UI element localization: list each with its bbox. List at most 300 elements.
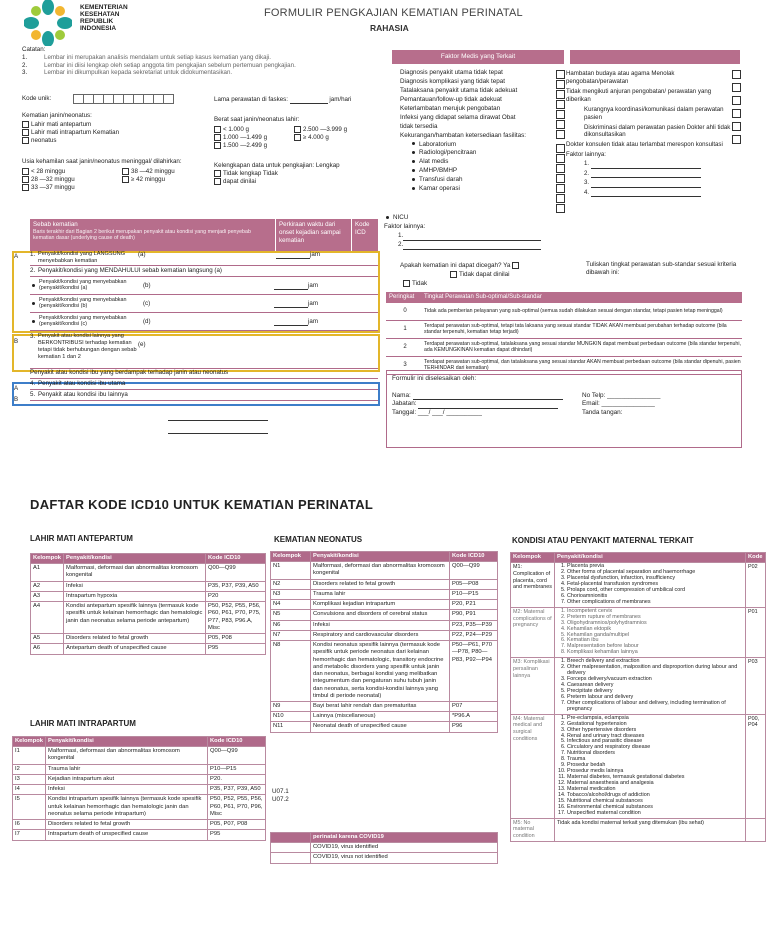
ibu-header: Penyakit atau kondisi ibu yang berdampak terhadap janin atau neonatus xyxy=(30,369,378,379)
cell: P95 xyxy=(206,644,266,654)
neonatus-table xyxy=(270,551,498,733)
table-header: Kelompok xyxy=(511,553,555,563)
peringkat-head-desc: Tingkat Perawatan Sub-optimal/Sub-standar xyxy=(424,293,542,300)
kekurangan-label: Kekurangan/hambatan ketersediaan fasilitas: xyxy=(400,131,527,139)
table-row xyxy=(271,712,498,722)
catatan-num: 2. xyxy=(22,61,28,69)
cell: P03 xyxy=(746,658,766,714)
cell: Malformasi, deformasi dan abnormalitas kromosom kongenital xyxy=(64,564,206,581)
table-row xyxy=(511,607,766,658)
cell: M3: Komplikasi persalinan lainnya xyxy=(511,658,555,714)
kelengkapan-checkbox[interactable] xyxy=(214,178,221,185)
faktor-nonmedis-header xyxy=(570,50,740,64)
facility-item: NICU xyxy=(393,214,409,221)
logo-emblem-icon xyxy=(24,0,72,46)
table-row xyxy=(13,764,266,774)
facility-item: Alat medis xyxy=(419,158,449,166)
cell: N6 xyxy=(271,620,311,630)
daftar-title: DAFTAR KODE ICD10 UNTUK KEMATIAN PERINATAL xyxy=(30,497,374,512)
usia-checkbox[interactable] xyxy=(122,176,129,183)
table-header: Kelompok xyxy=(31,554,64,564)
list-item: 6. Kematian ibu xyxy=(567,638,743,644)
kematian-label: Kematian janin/neonatus: xyxy=(22,112,92,119)
sebab-head-time: Perkiraan waktu dari onset kejadian sampai kematian xyxy=(276,219,352,251)
cell: N3 xyxy=(271,589,311,599)
table-row xyxy=(271,610,498,620)
table-row xyxy=(31,581,266,591)
cell: P20. xyxy=(208,774,266,784)
logo-line: REPUBLIK xyxy=(80,18,114,26)
cell: I6 xyxy=(13,820,46,830)
cell: N8 xyxy=(271,641,311,702)
cell: Disorders related to fetal growth xyxy=(64,634,206,644)
cell: P20 xyxy=(206,591,266,601)
faktor-checkbox[interactable] xyxy=(556,100,565,109)
list-item: 4. Renal and urinary tract diseases xyxy=(567,734,743,740)
cell: Infeksi xyxy=(311,620,450,630)
table-header: Kode ICD10 xyxy=(206,554,266,564)
berat-option: 1.000 —1.499 g xyxy=(223,133,268,141)
usia-checkbox[interactable] xyxy=(22,184,29,191)
antepartum-title: LAHIR MATI ANTEPARTUM xyxy=(30,534,133,543)
jabatan-input[interactable] xyxy=(418,403,558,409)
list-item: 7. Other complications of membranes xyxy=(567,600,743,606)
cell: N5 xyxy=(271,610,311,620)
list-item: 4. Fetal-placental transfusion syndromes xyxy=(567,582,743,588)
peringkat-desc: Terdapat perawatan sub-optimal, tetapi tata laksana yang sesuai standar TIDAK AKAN membuat perubahan terhadap outcome (bila standar terpenuhi, kematian tetap terjadi) xyxy=(424,323,727,335)
catatan-num: 3. xyxy=(22,69,28,77)
berat-option: 2.500 —3.999 g xyxy=(303,125,348,133)
faktor-checkbox[interactable] xyxy=(556,154,565,163)
cell: P23, P35—P39 xyxy=(450,620,498,630)
list-item: 8. Trauma xyxy=(567,757,743,763)
dicegah-tdn-checkbox[interactable] xyxy=(450,271,457,278)
dicegah-option: Tidak dapat dinilai xyxy=(459,271,510,279)
cell: Disorders related to fetal growth xyxy=(46,820,208,830)
list-item: 1. Pre-eclampsia, eclampsia xyxy=(567,716,743,722)
list-item: 8. Komplikasi kehamilan lainnya xyxy=(567,650,743,656)
cell: N7 xyxy=(271,630,311,640)
cell: N9 xyxy=(271,701,311,711)
catatan-num: 1. xyxy=(22,53,28,61)
lama-perawatan-label: Lama perawatan di faskes: xyxy=(214,96,288,103)
kematian-option: Lahir mati antepartum xyxy=(31,120,92,128)
nonmedis-checkbox[interactable] xyxy=(732,135,741,144)
cell: Neonatal death of unspecified cause xyxy=(311,722,450,732)
table-row xyxy=(31,602,266,634)
cell: Intrapartum hypoxia xyxy=(64,591,206,601)
list-item: 1. Breech delivery and extraction xyxy=(567,659,743,665)
table-header: Penyakit/kondisi xyxy=(64,554,206,564)
label-b: B xyxy=(14,396,19,403)
berat-label: Berat saat janin/neonatus lahir: xyxy=(214,116,300,123)
table-header: Kode ICD10 xyxy=(208,737,266,747)
intrapartum-table xyxy=(12,736,266,841)
cell: *P96.A xyxy=(450,712,498,722)
faktor-checkbox[interactable] xyxy=(556,184,565,193)
maternal-title: KONDISI ATAU PENYAKIT MATERNAL TERKAIT xyxy=(512,536,694,545)
nonmedis-item: Diskriminasi dalam perawatan pasien Dokter ahli tidak dikonsultasikan xyxy=(584,123,731,139)
signature-line[interactable] xyxy=(168,433,268,434)
facility-item: Radiologi/pencitraan xyxy=(419,149,477,157)
kematian-checkbox[interactable] xyxy=(22,121,29,128)
row2-text: Penyakit/kondisi yang MENDAHULUI sebab kematian langsung (a) xyxy=(38,267,222,275)
row-num: 5. xyxy=(30,391,36,399)
time-input[interactable] xyxy=(274,318,308,326)
list-item: 3. Placental dysfunction, infarction, insufficiency xyxy=(567,576,743,582)
berat-checkbox[interactable] xyxy=(294,134,301,141)
cell: P50, P52, P55, P56, P60, P61, P70, P75, P77, P83, P96.A, Misc xyxy=(206,602,266,634)
table-row xyxy=(271,562,498,579)
nonmedis-lainnya-input[interactable] xyxy=(591,182,701,188)
bullet-text: Penyakit/kondisi yang menyebabkan (penyakit/kondisi (a) xyxy=(39,279,127,291)
dicegah-ya-checkbox[interactable] xyxy=(512,262,519,269)
table-row xyxy=(511,714,766,818)
usia-option: < 28 minggu xyxy=(31,167,66,175)
formulir-nama-label: Nama: xyxy=(392,392,411,399)
bullet-text: Penyakit/kondisi yang menyebabkan (penyakit/kondisi (c) xyxy=(39,315,127,327)
cell: Q00—Q99 xyxy=(450,562,498,579)
list-item: 2. Preterm rupture of membranes xyxy=(567,615,743,621)
extra-code: U07.1 xyxy=(272,788,289,795)
table-row xyxy=(271,589,498,599)
table-header: Kelompok xyxy=(13,737,46,747)
catatan-label: Catatan: xyxy=(22,46,46,53)
usia-option: 33 —37 minggu xyxy=(31,183,75,191)
berat-checkbox[interactable] xyxy=(214,126,221,133)
table-row xyxy=(13,774,266,784)
intrapartum-title: LAHIR MATI INTRAPARTUM xyxy=(30,719,136,728)
peringkat-desc: Terdapat perawatan sub-optimal, tatalaksana yang sesuai standar MUNGKIN dapat membuat perbedaan outcome (bila standar terpenuhi, ada KEMUNGKINAN kematian dapat dihindari) xyxy=(424,341,741,353)
list-item: 5. Infectious and parasitic disease xyxy=(567,739,743,745)
list-item: 6. Circulatory and respiratory disease xyxy=(567,745,743,751)
formulir-telp: No Telp: _______________ xyxy=(582,392,661,399)
faktor-medis-header: Faktor Medis yang Terkait xyxy=(392,50,564,64)
table-row xyxy=(271,620,498,630)
jam-label: jam xyxy=(308,299,318,307)
formulir-jabatan-label: Jabatan: xyxy=(392,400,417,408)
table-row xyxy=(13,747,266,764)
cell xyxy=(271,843,311,853)
time-input[interactable] xyxy=(274,300,308,308)
cell: Kondisi antepartum spesifik lainnya (termasuk kode spesifik untuk kelainan hemorrhagic dan hematologic janin dan neonatus selama periode antepartum) xyxy=(64,602,206,634)
kelengkapan-checkbox[interactable] xyxy=(214,170,221,177)
nonmedis-lainnya-input[interactable] xyxy=(591,191,701,197)
peringkat-level: 1 xyxy=(403,325,407,332)
cell: Lainnya (miscellaneous) xyxy=(311,712,450,722)
list-item: 7. Malpresentation before labour xyxy=(567,644,743,650)
dicegah-option: Tidak xyxy=(412,280,428,288)
row3-text: Penyakit atau kondisi lainnya yang BERKONTRIBUSI terhadap kematian tetapi tidak berhubungan dengan sebab kematian 1 dan 2 xyxy=(38,333,137,360)
covid-table xyxy=(270,832,498,864)
faktor-checkbox[interactable] xyxy=(556,70,565,79)
list-item: 6. Preterm labour and delivery xyxy=(567,695,743,701)
maternal-table xyxy=(510,552,766,842)
table-row xyxy=(271,630,498,640)
sebab-head-desc: Baris terakhir dari Bagian 2 berikut merupakan penyakit atau kondisi yang menjadi penyebab kematian dasar (underlying cause of death) xyxy=(33,228,251,242)
berat-checkbox[interactable] xyxy=(214,142,221,149)
cell: Malformasi, deformasi dan abnormalitas kromosom kongenital xyxy=(46,747,208,764)
peringkat-desc: Tidak ada pemberian pelayanan yang sub-optimal (semua sudah dilakukan sesuai dengan standar, tetapi pasien tetap meninggal) xyxy=(424,307,723,314)
faktor-checkbox[interactable] xyxy=(556,164,565,173)
faktor-lainnya-input[interactable] xyxy=(403,243,541,250)
row1-letter: (a) xyxy=(138,251,146,258)
list-item: 16. Environmental chemical substances xyxy=(567,805,743,811)
time-input[interactable] xyxy=(274,282,308,290)
kematian-checkbox[interactable] xyxy=(22,137,29,144)
berat-option: ≥ 4.000 g xyxy=(303,133,329,141)
cell: A6 xyxy=(31,644,64,654)
cell: Intrapartum death of unspecified cause xyxy=(46,830,208,840)
table-header: Penyakit/kondisi xyxy=(555,553,746,563)
cell: N10 xyxy=(271,712,311,722)
table-row xyxy=(271,701,498,711)
peringkat-level: 2 xyxy=(403,343,407,350)
table-row xyxy=(13,820,266,830)
cell xyxy=(555,658,746,714)
cell: P22, P24—P29 xyxy=(450,630,498,640)
usia-checkbox[interactable] xyxy=(22,176,29,183)
logo-line: KESEHATAN xyxy=(80,11,120,19)
bullet-letter: (b) xyxy=(143,281,151,289)
row5-text: Penyakit atau kondisi ibu lainnya xyxy=(38,391,128,399)
cell: Kondisi intrapartum spesifik lainnya (termasuk kode spesifik untuk kelainan hemorrhagic dan hematologic janin dan neonatus selama periode intrapartum) xyxy=(46,795,208,820)
cell: P35, P37, P39, A50 xyxy=(206,581,266,591)
cell: N11 xyxy=(271,722,311,732)
nonmedis-checkbox[interactable] xyxy=(732,70,741,79)
kode-unik-label: Kode unik: xyxy=(22,95,52,103)
nonmedis-item: Kurangnya koordinasi/komunikasi dalam perawatan pasien xyxy=(584,105,724,121)
nonmedis-checkbox[interactable] xyxy=(732,109,741,118)
cell: P05—P08 xyxy=(450,579,498,589)
list-item: 5. Precipitate delivery xyxy=(567,689,743,695)
faktor-checkbox[interactable] xyxy=(556,174,565,183)
usia-option: ≥ 42 minggu xyxy=(131,175,166,183)
cell: P02 xyxy=(746,563,766,608)
row-num: 2. xyxy=(30,267,36,275)
cell: P01 xyxy=(746,607,766,658)
label-a: A xyxy=(14,253,19,260)
covid-head-spacer xyxy=(271,833,311,843)
list-item: 1. Incompetent cervix xyxy=(567,609,743,615)
faktor-line-num: 2. xyxy=(398,240,404,248)
usia-checkbox[interactable] xyxy=(122,168,129,175)
table-header: Penyakit/kondisi xyxy=(46,737,208,747)
faktor-item: Diagnosis komplikasi yang tidak tepat xyxy=(400,77,506,85)
table-row xyxy=(271,853,498,863)
faktor-checkbox[interactable] xyxy=(556,130,565,139)
faktor-checkbox[interactable] xyxy=(556,204,565,213)
kode-unik-input[interactable] xyxy=(73,94,173,104)
logo-line: KEMENTERIAN xyxy=(80,4,128,11)
signature-line[interactable] xyxy=(168,420,268,421)
cell: COVID19, virus identified xyxy=(311,843,498,853)
faktor-item: Pemantauan/follow-up tidak adekuat xyxy=(400,95,502,103)
table-row xyxy=(31,591,266,601)
catatan-text: Lembar ini diisi lengkap oleh setiap anggota tim pengkajian sebelum pertemuan pengkajian. xyxy=(44,61,296,69)
nonmedis-item: Tidak mengikuti anjuran pengobatan/ perawatan yang diberikan xyxy=(566,87,712,103)
lama-perawatan-input[interactable] xyxy=(290,97,328,104)
cell: P05, P08 xyxy=(206,634,266,644)
peringkat-level: 3 xyxy=(403,361,407,368)
nonmedis-item: Hambatan budaya atau agama Menolak pengobatan/perawatan xyxy=(566,70,675,85)
faktor-checkbox[interactable] xyxy=(556,144,565,153)
table-row xyxy=(271,843,498,853)
covid-header: perinatal karena COVID19 xyxy=(311,833,498,843)
kelengkapan-option: dapat dinilai xyxy=(223,177,257,185)
cell: P95 xyxy=(208,830,266,840)
row3-letter: (e) xyxy=(138,341,146,348)
sebab-head-title: Sebab kematian xyxy=(33,221,78,228)
list-item: 9. Prosedur bedah xyxy=(567,763,743,769)
table-row xyxy=(31,634,266,644)
cell xyxy=(271,853,311,863)
list-item: 17. Unspecified maternal condition xyxy=(567,811,743,817)
list-item: 11. Maternal diabetes, termasuk gestational diabetes xyxy=(567,775,743,781)
usia-option: 28 —32 minggu xyxy=(31,175,75,183)
cell: Tidak ada kondisi maternal terkait yang ditemukan (ibu sehat) xyxy=(555,818,746,841)
usia-label: Usia kehamilan saat janin/neonatus meninggal/ dilahirkan: xyxy=(22,158,182,165)
list-item: 13. Maternal medication xyxy=(567,787,743,793)
cell: I3 xyxy=(13,774,46,784)
row-num: 3. xyxy=(30,333,36,340)
kematian-checkbox[interactable] xyxy=(22,129,29,136)
cell: P35, P37, P39, A50 xyxy=(208,785,266,795)
table-row xyxy=(511,658,766,714)
cell: P10—P15 xyxy=(208,764,266,774)
formulir-tanggal: Tanggal: ___/ ___/ __________ xyxy=(392,408,482,416)
table-row xyxy=(511,818,766,841)
table-row xyxy=(13,830,266,840)
usia-option: 38 —42 minggu xyxy=(131,167,175,175)
antepartum-table xyxy=(30,553,266,655)
list-item: 7. Nutritional disorders xyxy=(567,751,743,757)
formulir-email: Email: _______________ xyxy=(582,400,655,408)
label-a: A xyxy=(14,385,19,392)
cell: Q00—Q99 xyxy=(208,747,266,764)
cell xyxy=(555,607,746,658)
cell: A5 xyxy=(31,634,64,644)
cell: Komplikasi kejadian intrapartum xyxy=(311,600,450,610)
cell: A1 xyxy=(31,564,64,581)
peringkat-level: 0 xyxy=(403,307,407,314)
row1-time-input[interactable] xyxy=(276,251,310,259)
row-num: 1. xyxy=(30,251,36,258)
nonmedis-checkbox[interactable] xyxy=(732,122,741,131)
faktor-checkbox[interactable] xyxy=(556,194,565,203)
cell: M2: Maternal complications of pregnancy xyxy=(511,607,555,658)
cell: Trauma lahir xyxy=(311,589,450,599)
table-row xyxy=(271,600,498,610)
peringkat-desc: Terdapat perawatan sub-optimal, dan tatalaksana yang sesuai standar AKAN membuat perbedaan outcome (bila standar dipenuhi, pasien TERHINDAR dari kematian) xyxy=(424,359,741,371)
list-item: 12. Maternal anaesthesia and analgesia xyxy=(567,781,743,787)
table-row xyxy=(31,564,266,581)
dicegah-question: Apakah kematian ini dapat dicegah? Ya xyxy=(400,262,511,269)
list-item: 2. Other malpresentation, malposition and disproportion during labour and delivery xyxy=(567,665,743,677)
list-item: 1. Placenta previa xyxy=(567,564,743,570)
faktor-checkbox[interactable] xyxy=(556,110,565,119)
list-item: 3. Other hypertensive disorders xyxy=(567,728,743,734)
table-row xyxy=(271,579,498,589)
usia-checkbox[interactable] xyxy=(22,168,29,175)
table-row xyxy=(13,795,266,820)
cell: Respiratory and cardiovascular disorders xyxy=(311,630,450,640)
facility-item: Kamar operasi xyxy=(419,185,460,193)
nonmedis-checkbox[interactable] xyxy=(732,96,741,105)
faktor-checkbox[interactable] xyxy=(556,80,565,89)
cell: I4 xyxy=(13,785,46,795)
logo-line: INDONESIA xyxy=(80,25,117,33)
nonmedis-checkbox[interactable] xyxy=(732,83,741,92)
faktor-lainnya-label: Faktor lainnya: xyxy=(384,222,426,230)
cell xyxy=(555,714,746,818)
faktor-item: Tatalaksana penyakit utama tidak adekuat xyxy=(400,86,518,94)
cell: Q00—Q99 xyxy=(206,564,266,581)
list-item: 4. Caesarean delivery xyxy=(567,683,743,689)
formulir-box xyxy=(386,370,742,448)
table-row xyxy=(31,644,266,654)
table-row xyxy=(13,785,266,795)
faktor-line-num: 1. xyxy=(398,231,404,239)
row-num: 4. xyxy=(30,380,36,388)
cell: P07 xyxy=(450,701,498,711)
table-row xyxy=(511,563,766,608)
lama-perawatan-unit: jam/hari xyxy=(329,96,352,103)
peringkat-head: Peringkat xyxy=(389,293,415,300)
cell: I2 xyxy=(13,764,46,774)
cell: Convulsions and disorders of cerebral status xyxy=(311,610,450,620)
cell: N1 xyxy=(271,562,311,579)
dicegah-tidak-checkbox[interactable] xyxy=(403,280,410,287)
sebab-header xyxy=(30,219,378,251)
cell: Infeksi xyxy=(46,785,208,795)
cell: N4 xyxy=(271,600,311,610)
jam-label: jam xyxy=(308,281,318,289)
catatan-text: Lembar ini merupakan analisis mendalam untuk setiap kasus kematian yang dikaji. xyxy=(44,53,271,61)
table-header: Kode xyxy=(746,553,766,563)
berat-checkbox[interactable] xyxy=(214,134,221,141)
logo xyxy=(24,0,84,46)
cell: P50—P61, P70—P78, P80—P83, P92—P94 xyxy=(450,641,498,702)
kelengkapan-label: Kelengkapan data untuk pengkajian: Lengkap xyxy=(214,162,340,169)
facility-item: Transfusi darah xyxy=(419,176,463,184)
cell xyxy=(746,818,766,841)
berat-checkbox[interactable] xyxy=(294,126,301,133)
list-item: 2. Other forms of placental separation and haemorrhage xyxy=(567,570,743,576)
sebab-head-icd: Kode ICD xyxy=(355,221,370,236)
nonmedis-lainnya-input[interactable] xyxy=(591,163,701,169)
cell: P00, P04 xyxy=(746,714,766,818)
faktor-checkbox[interactable] xyxy=(556,90,565,99)
bullet-letter: (c) xyxy=(143,299,151,307)
faktor-lainnya-input[interactable] xyxy=(403,234,541,241)
cell: Infeksi xyxy=(64,581,206,591)
nonmedis-line-num: 3. xyxy=(584,179,590,187)
faktor-checkbox[interactable] xyxy=(556,120,565,129)
row1-text: Penyakit/kondisi yang LANGSUNG menyebabkan kematian xyxy=(38,251,126,264)
cell: Antepartum death of unspecified cause xyxy=(64,644,206,654)
cell: I5 xyxy=(13,795,46,820)
faktor-item: Diagnosis penyakit utama tidak tepat xyxy=(400,69,503,76)
cell: P50, P52, P55, P56, P60, P61, P70, P96, Misc xyxy=(208,795,266,820)
cell: M1: Complication of placenta, cord and membranes xyxy=(511,563,555,608)
nonmedis-line-num: 4. xyxy=(584,188,590,196)
row4-text: Penyakit atau kondisi ibu utama xyxy=(38,380,126,388)
neonatus-title: KEMATIAN NEONATUS xyxy=(274,535,363,544)
cell: Kejadian intrapartum akut xyxy=(46,774,208,784)
faktor-item: Infeksi yang didapat selama dirawat Obat xyxy=(400,113,516,121)
kriteria-text: Tuliskan tingkat perawatan sub-standar sesuai kriteria dibawah ini: xyxy=(586,261,737,276)
